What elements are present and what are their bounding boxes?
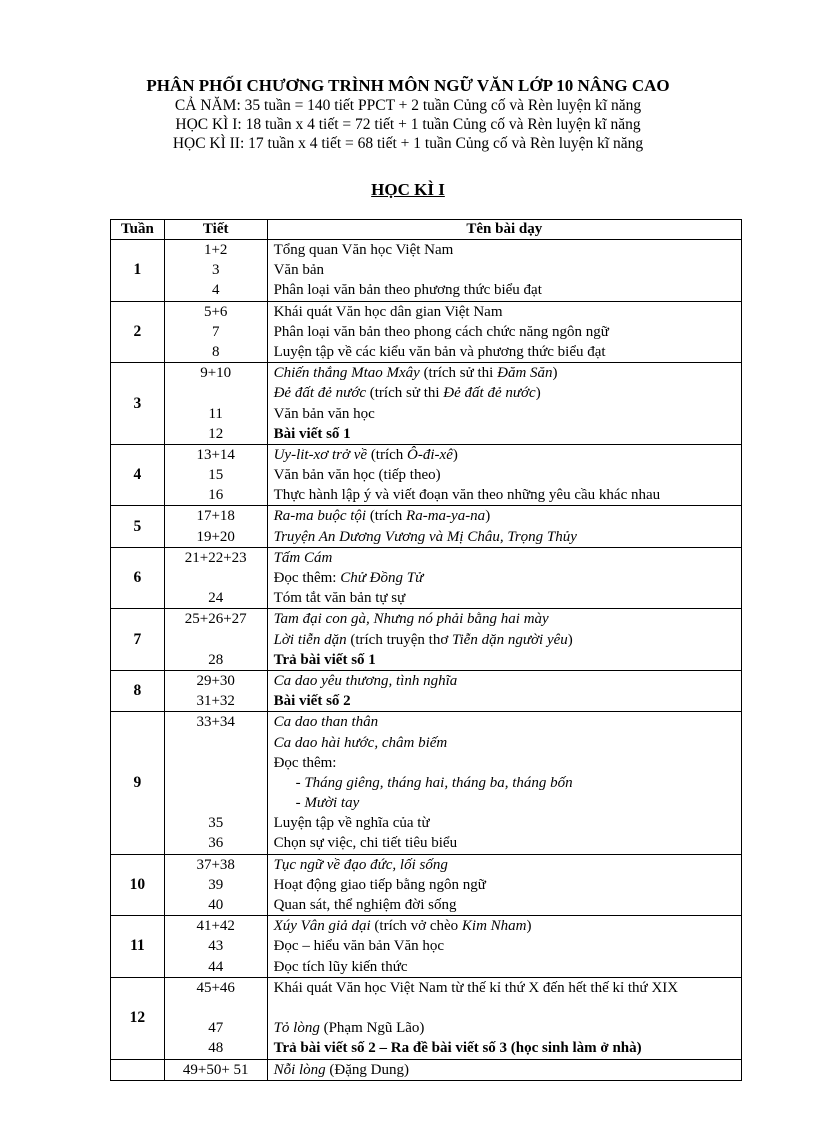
lesson: Bài viết số 1 — [273, 425, 351, 442]
lesson: Đọc – hiểu văn bản Văn học — [273, 938, 445, 955]
lesson: Luyện tập về các kiểu văn bản và phương thức biểu đạt — [273, 343, 606, 360]
period — [165, 630, 267, 650]
lesson: Phân loại văn bản theo phong cách chức năng ngôn ngữ — [273, 323, 609, 340]
lesson: Quan sát, thể nghiệm đời sống — [273, 897, 457, 913]
lesson: Uy-lit-xơ trở về (trích Ô-đi-xê) — [273, 446, 458, 463]
header-ten: Tên bài dạy — [267, 220, 741, 240]
lesson: Khái quát Văn học Việt Nam từ thế kỉ thứ X đến hết thế kỉ thứ XIX — [273, 979, 679, 996]
lesson: Ca dao than thân — [273, 714, 379, 731]
lesson: Văn bản văn học — [273, 405, 375, 422]
period: 11 — [208, 405, 223, 422]
lesson: Ra-ma buộc tội (trích Ra-ma-ya-na) — [273, 508, 491, 525]
lesson: Tục ngữ về đạo đức, lối sống — [273, 856, 448, 873]
week-number: 12 — [111, 977, 165, 1059]
period-cell — [164, 670, 267, 711]
period: 39 — [208, 876, 224, 893]
week-number: 1 — [111, 240, 165, 302]
lesson: Trả bài viết số 1 — [273, 651, 376, 668]
lesson: Trả bài viết số 2 – Ra đề bài viết số 3 (học sinh làm ở nhà) — [273, 1040, 642, 1057]
period: 40 — [208, 897, 224, 913]
lesson: Phân loại văn bản theo phương thức biểu đạt — [273, 282, 542, 299]
week-number: 3 — [111, 363, 165, 445]
week-number: 11 — [111, 916, 165, 978]
period: 43 — [208, 938, 224, 955]
period-cell — [164, 854, 267, 916]
lesson-cell — [267, 670, 741, 711]
period-cell — [164, 977, 267, 1059]
period — [165, 998, 267, 1018]
lesson: Luyện tập về nghĩa của từ — [273, 815, 430, 832]
week-number: 9 — [111, 712, 165, 854]
lesson: Hoạt động giao tiếp bằng ngôn ngữ — [273, 876, 486, 893]
lesson: Ca dao yêu thương, tình nghĩa — [273, 672, 458, 689]
period: 4 — [211, 282, 220, 299]
table-row — [111, 977, 742, 1059]
period — [165, 383, 267, 403]
table-row — [111, 547, 742, 609]
period: 47 — [208, 1020, 224, 1037]
lesson-cell — [267, 916, 741, 978]
period: 15 — [208, 467, 224, 484]
table-row — [111, 854, 742, 916]
lesson-cell — [267, 547, 741, 609]
table-row — [111, 712, 742, 854]
lesson-cell — [267, 363, 741, 445]
period — [165, 753, 267, 773]
week-number: 8 — [111, 670, 165, 711]
period: 49+50+ 51 — [182, 1061, 249, 1078]
period: 29+30 — [196, 672, 235, 689]
period: 41+42 — [196, 918, 235, 935]
lesson: Chọn sự việc, chi tiết tiêu biểu — [273, 835, 458, 852]
table-row — [111, 444, 742, 506]
period: 8 — [211, 343, 220, 360]
table-row — [111, 916, 742, 978]
lesson: Tấm Cám — [273, 549, 333, 566]
lesson: - Tháng giêng, tháng hai, tháng ba, tháng bốn — [295, 774, 573, 791]
period: 45+46 — [196, 979, 235, 996]
lesson: - Mười tay — [295, 795, 360, 812]
lesson: Chiến thắng Mtao Mxây (trích sử thi Đăm Săn) — [273, 365, 558, 382]
period-cell — [164, 363, 267, 445]
lesson-cell — [267, 977, 741, 1059]
table-row — [111, 506, 742, 547]
document-title: PHÂN PHỐI CHƯƠNG TRÌNH MÔN NGỮ VĂN LỚP 10 NÂNG CAO — [146, 76, 670, 95]
period-cell — [164, 712, 267, 854]
period: 16 — [208, 487, 224, 504]
period: 1+2 — [203, 242, 228, 258]
document-header — [0, 76, 816, 153]
week-number: 7 — [111, 609, 165, 671]
lesson-cell — [267, 1059, 741, 1080]
period: 9+10 — [200, 365, 232, 382]
period: 25+26+27 — [184, 611, 247, 628]
period: 12 — [208, 425, 224, 442]
lesson: Đọc thêm: — [273, 754, 337, 771]
header-tiet: Tiết — [164, 220, 267, 240]
term2-summary: HỌC KÌ II: 17 tuần x 4 tiết = 68 tiết + 1 tuần Củng cố và Rèn luyện kĩ năng — [172, 135, 644, 152]
lesson-cell — [267, 854, 741, 916]
period-cell — [164, 1059, 267, 1080]
lesson: Văn bản — [273, 262, 324, 279]
period-cell — [164, 547, 267, 609]
period: 17+18 — [196, 508, 235, 525]
period — [165, 568, 267, 588]
lesson-cell — [267, 609, 741, 671]
lesson-cell — [267, 301, 741, 363]
lesson: Truyện An Dương Vương và Mị Châu, Trọng Thủy — [273, 528, 577, 545]
lesson-cell — [267, 506, 741, 547]
lesson: Ca dao hài hước, châm biếm — [273, 734, 448, 751]
period: 3 — [211, 262, 220, 279]
lesson: Tỏ lòng (Phạm Ngũ Lão) — [273, 1020, 425, 1037]
period-cell — [164, 506, 267, 547]
header-tuan: Tuần — [111, 220, 165, 240]
lesson: Lời tiễn dặn (trích truyện thơ Tiễn dặn người yêu) — [273, 631, 573, 648]
period: 35 — [208, 815, 224, 832]
lesson: Tổng quan Văn học Việt Nam — [273, 242, 454, 258]
period: 5+6 — [203, 303, 228, 320]
period: 37+38 — [196, 856, 235, 873]
period — [165, 773, 267, 793]
table-header-row — [111, 220, 742, 240]
lesson: Đọc tích lũy kiến thức — [273, 958, 408, 975]
lesson: Nỗi lòng (Đặng Dung) — [273, 1061, 409, 1078]
lesson: Tam đại con gà, Nhưng nó phải bằng hai mày — [273, 611, 549, 628]
table-row — [111, 670, 742, 711]
lesson: Khái quát Văn học dân gian Việt Nam — [273, 303, 503, 320]
period: 24 — [208, 590, 224, 607]
period: 19+20 — [196, 528, 235, 545]
period: 28 — [208, 651, 224, 668]
term-title: HỌC KÌ I — [371, 180, 445, 199]
lesson: Bài viết số 2 — [273, 693, 351, 710]
period: 33+34 — [196, 714, 235, 731]
term1-summary: HỌC KÌ I: 18 tuần x 4 tiết = 72 tiết + 1 tuần Củng cố và Rèn luyện kĩ năng — [175, 116, 641, 133]
lesson: Đọc thêm: Chử Đồng Tử — [273, 570, 424, 586]
week-number: 4 — [111, 444, 165, 506]
week-number — [111, 1059, 165, 1080]
table-row — [111, 1059, 742, 1080]
week-number: 5 — [111, 506, 165, 547]
period-cell — [164, 444, 267, 506]
week-number: 6 — [111, 547, 165, 609]
lesson: Đẻ đất đẻ nước (trích sử thi Đẻ đất đẻ nước) — [273, 385, 541, 402]
table-row — [111, 301, 742, 363]
week-number: 10 — [111, 854, 165, 916]
curriculum-table — [110, 219, 742, 1081]
period: 13+14 — [196, 446, 235, 463]
period-cell — [164, 916, 267, 978]
period-cell — [164, 301, 267, 363]
lesson: Văn bản văn học (tiếp theo) — [273, 467, 441, 484]
lesson-cell — [267, 240, 741, 302]
year-summary: CẢ NĂM: 35 tuần = 140 tiết PPCT + 2 tuần Củng cố và Rèn luyện kĩ năng — [174, 97, 642, 114]
period-cell — [164, 609, 267, 671]
period — [165, 733, 267, 753]
lesson: Tóm tắt văn bản tự sự — [273, 590, 406, 607]
table-row — [111, 609, 742, 671]
lesson: Xúy Vân giả dại (trích vở chèo Kim Nham) — [273, 918, 532, 935]
period-cell — [164, 240, 267, 302]
period: 7 — [211, 323, 220, 340]
lesson-cell — [267, 712, 741, 854]
week-number: 2 — [111, 301, 165, 363]
period — [165, 793, 267, 813]
period: 44 — [208, 958, 224, 975]
period: 48 — [208, 1040, 224, 1057]
period: 31+32 — [196, 693, 235, 710]
lesson-cell — [267, 444, 741, 506]
lesson: Thực hành lập ý và viết đoạn văn theo những yêu cầu khác nhau — [273, 487, 661, 504]
table-row — [111, 240, 742, 302]
table-row — [111, 363, 742, 445]
period: 36 — [208, 835, 224, 852]
period: 21+22+23 — [184, 549, 247, 566]
